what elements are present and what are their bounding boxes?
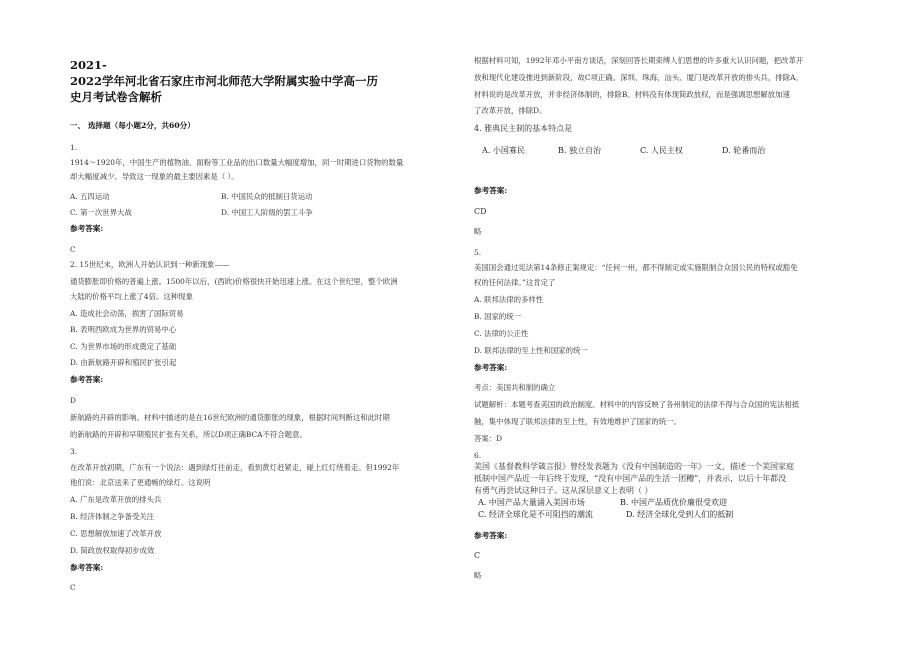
q5-explain-1: 试题解析：本题考查美国的政治制度。材料中的内容反映了各州制定的法律不得与合众国的宪法相抵 [474, 400, 800, 409]
q4-brief: 略 [474, 227, 482, 236]
q6-ref-label: 参考答案: [474, 531, 508, 540]
q3-option-a: A. 广东是改革开放的排头兵 [70, 495, 162, 504]
q2-option-c: C. 为世界市场的形成奠定了基础 [70, 342, 177, 351]
q6-option-b: B. 中国产品质优价廉很受欢迎 [620, 498, 727, 507]
q3-explain-4: 了改革开放，排除D。 [474, 106, 547, 115]
q2-explain-2: 的新航路的开辟和早期殖民扩张有关系，所以D项正确BCA不符合题意。 [70, 430, 307, 439]
q1-option-c: C. 第一次世界大战 [70, 208, 132, 217]
q4-stem: 4. 雅典民主制的基本特点是 [474, 124, 573, 133]
q2-option-a: A. 造成社会动荡，损害了国际贸易 [70, 309, 184, 318]
q3-stem-2: 他们说：北京送来了更通畅的绿灯。这说明 [70, 478, 211, 487]
q6-brief: 略 [474, 571, 482, 580]
q1-ref-label: 参考答案: [70, 224, 104, 233]
q5-stem-2: 权的任何法律。”这肯定了 [474, 278, 556, 287]
q2-option-d: D. 由新航路开辟和殖民扩张引起 [70, 358, 177, 367]
q6-answer: C [474, 551, 481, 560]
section-heading: 一、 选择题（每小题2分，共60分） [70, 121, 195, 130]
q5-option-d: D. 联邦法律的至上性和国家的统一 [474, 346, 588, 355]
q6-option-c: C. 经济全球化是不可阻挡的潮流 [478, 510, 593, 519]
q6-stem-2: 抵制中国产品近一年后终于发现，“没有中国产品的生活一团糟”，并表示，以后十年都没 [474, 474, 787, 483]
q1-stem-2: 却大幅度减少。导致这一现象的最主要因素是（ ）。 [70, 172, 239, 181]
doc-title-line-1: 2021- [70, 58, 107, 72]
q2-stem-2: 通货膨胀即价格的普遍上涨。1500年以后，(西欧)价格很快开始迅速上涨。在这个世纪里，整个欧洲 [70, 277, 398, 286]
q3-explain-2: 放和现代化建设推进到新阶段，故C项正确。深圳、珠海、汕头、厦门是改革开放的排头兵，排除A。 [474, 73, 803, 82]
q5-point: 考点：美国共和制的确立 [474, 383, 556, 392]
q3-option-b: B. 经济体制之争备受关注 [70, 512, 155, 521]
q5-option-b: B. 国家的统一 [474, 312, 522, 321]
q5-option-a: A. 联邦法律的多样性 [474, 295, 544, 304]
q2-answer: D [70, 396, 76, 405]
q3-answer: C [70, 583, 76, 592]
q3-ref-label: 参考答案: [70, 563, 104, 572]
q3-number: 3. [70, 447, 78, 456]
q4-option-c: C. 人民主权 [640, 146, 683, 155]
q1-option-a: A. 五四运动 [70, 192, 110, 201]
q1-number: 1. [70, 143, 78, 152]
q6-number: 6. [474, 451, 482, 460]
q4-option-b: B. 独立自治 [558, 146, 601, 155]
q4-option-a: A. 小国寡民 [482, 146, 525, 155]
q1-stem-1: 1914～1920年，中国生产的植物油、面粉等工业品的出口数量大幅度增加，同一时期进口货物的数量 [70, 158, 404, 167]
q3-option-d: D. 简政放权取得初步成效 [70, 546, 155, 555]
q1-option-b: B. 中国民众的抵制日货运动 [221, 192, 313, 201]
q2-stem-1: 2. 15世纪末，欧洲人开始认识到一种新现象—— [70, 260, 230, 269]
q6-option-d: D. 经济全球化受到人们的抵制 [626, 510, 734, 519]
q4-answer: CD [474, 207, 487, 216]
doc-title-line-3: 史月考试卷含解析 [70, 90, 162, 104]
q6-stem-1: 美国《基督教科学箴言报》曾经发表题为《没有中国制造的一年》一文，描述一个美国家庭 [474, 462, 794, 471]
q1-option-d: D. 中国工人阶级的罢工斗争 [221, 208, 313, 217]
q3-stem-1: 在改革开放初期，广东有一个说法：遇到绿灯往前走，看到黄灯赶紧走，碰上红灯绕着走。但1992年 [70, 463, 400, 472]
q5-explain-2: 触，集中体现了联邦法律的至上性，有效地维护了国家的统一。 [474, 417, 681, 426]
q5-stem-1: 美国国会通过宪法第14条修正案规定：“任何一州，都不得制定或实施限制合众国公民的特权或豁免 [474, 263, 798, 272]
q5-number: 5. [474, 248, 482, 257]
q2-option-b: B. 表明西欧成为世界的贸易中心 [70, 325, 177, 334]
q4-ref-label: 参考答案: [474, 186, 508, 195]
q4-option-d: D. 轮番而治 [722, 146, 766, 155]
q3-explain-3: 材料说的是改革开放，并非经济体制的，排除B。材料没有体现简政放权，而是强调思想解放加速 [474, 90, 790, 99]
q2-explain-1: 新航路的开辟的影响。材料中描述的是在16世纪欧洲的通货膨胀的现象，根据时间判断这和此时期 [70, 413, 390, 422]
q3-explain-1: 根据材料可知，1992年邓小平南方谈话，深刻回答长期束缚人们思想的许多重大认识问题，把改革开 [474, 56, 804, 65]
q1-answer: C [70, 245, 76, 254]
q3-option-c: C. 思想解放加速了改革开放 [70, 529, 162, 538]
q6-option-a: A. 中国产品大量涌入美国市场 [478, 498, 585, 507]
q6-stem-3: 有勇气再尝试这种日子。这从深层意义上表明（ ） [474, 486, 653, 495]
q5-option-c: C. 法律的公正性 [474, 329, 529, 338]
q2-stem-3: 大陆的价格平均上涨了4倍。这种现象 [70, 292, 193, 301]
q2-ref-label: 参考答案: [70, 375, 104, 384]
q5-answer: 答案：D [474, 434, 503, 443]
doc-title-line-2: 2022学年河北省石家庄市河北师范大学附属实验中学高一历 [70, 74, 379, 88]
q5-ref-label: 参考答案: [474, 363, 508, 372]
